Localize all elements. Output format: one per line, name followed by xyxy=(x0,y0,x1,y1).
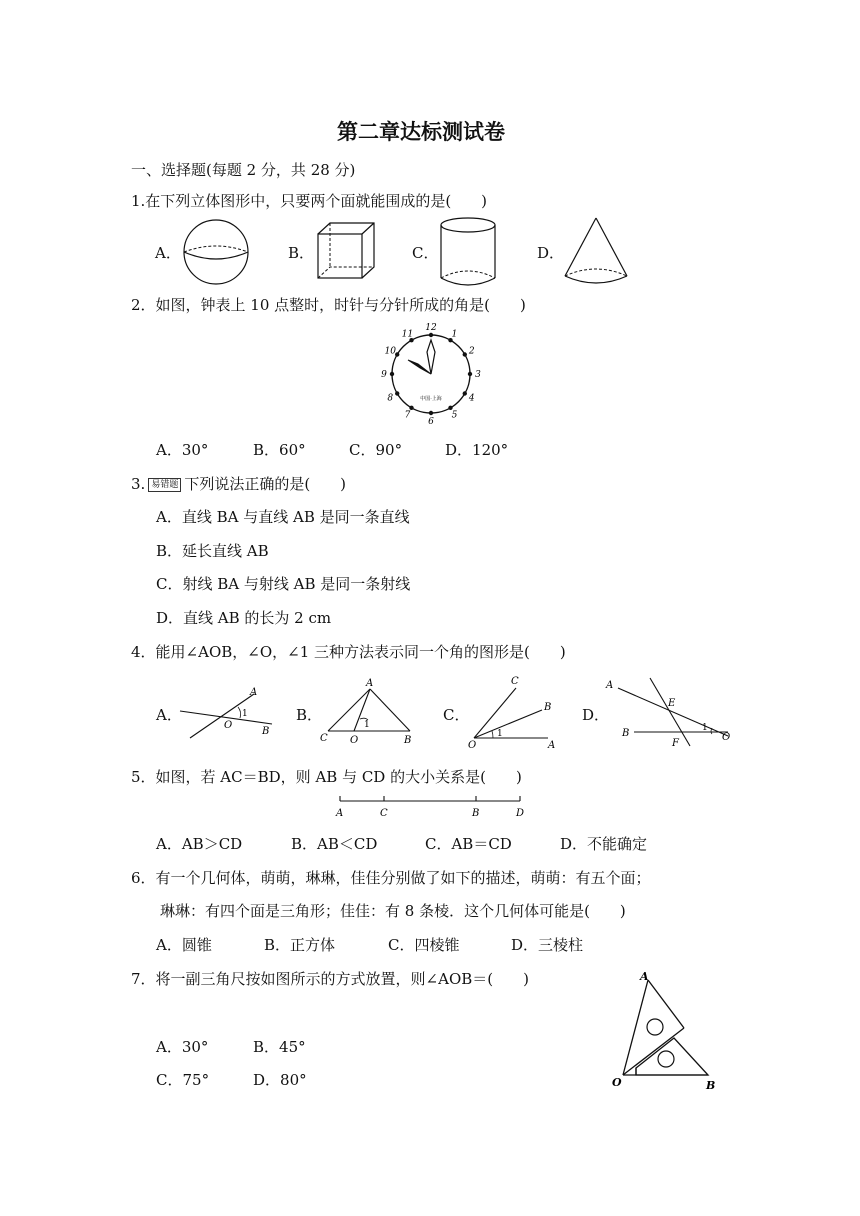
point-b-label: B xyxy=(472,808,480,819)
clock-numeral: 12 xyxy=(425,323,437,333)
q6-option-c: C．四棱锥 xyxy=(388,936,460,954)
q3-stem-line xyxy=(131,474,346,494)
label-o: O xyxy=(224,720,233,731)
section-heading: 一、选择题(每题 2 分，共 28 分) xyxy=(131,161,356,179)
q3-option-d: D．直线 AB 的长为 2 cm xyxy=(156,609,332,627)
label-one: 1 xyxy=(497,729,503,739)
q4-figure-a xyxy=(176,684,282,742)
clock-hour-dot xyxy=(429,411,433,415)
q5-option-d: D．不能确定 xyxy=(560,835,648,853)
q1-option-d: D． xyxy=(537,244,565,262)
label-b: B xyxy=(706,1079,716,1092)
clock-numeral: 2 xyxy=(468,346,475,357)
q6-option-d: D．三棱柱 xyxy=(511,936,584,954)
label-o: O xyxy=(350,735,359,746)
label-a: A xyxy=(366,678,374,689)
clock-numeral: 1 xyxy=(451,329,458,340)
clock-numeral: 5 xyxy=(451,410,458,421)
q2-stem: 2．如图，钟表上 10 点整时，时针与分针所成的角是( ) xyxy=(131,296,526,314)
q4-figure-d xyxy=(604,674,734,750)
cylinder-figure xyxy=(438,216,498,288)
clock-brand-text: 中国·上海 xyxy=(420,396,442,402)
clock-hour-dot xyxy=(463,391,467,395)
q7-option-a: A．30° xyxy=(156,1038,209,1056)
q5-option-c: C．AB＝CD xyxy=(425,835,512,853)
clock-hour-dot xyxy=(429,333,433,337)
label-c: C xyxy=(320,733,328,744)
error-prone-tag: 易错题 xyxy=(148,478,181,492)
label-one: 1 xyxy=(242,709,248,719)
label-b: B xyxy=(404,735,412,746)
clock-numeral: 6 xyxy=(428,417,434,427)
label-f: F xyxy=(672,738,679,749)
q6-stem-line1: 6．有一个几何体，萌萌，琳琳，佳佳分别做了如下的描述，萌萌：有五个面； xyxy=(131,869,651,887)
q7-option-b: B．45° xyxy=(253,1038,306,1056)
clock-hour-dot xyxy=(409,406,413,410)
point-a-label: A xyxy=(336,808,344,819)
q4-figure-b xyxy=(318,677,418,745)
label-o: O xyxy=(722,732,731,743)
q3-option-c: C．射线 BA 与射线 AB 是同一条射线 xyxy=(156,575,411,593)
sphere-figure xyxy=(182,218,252,288)
set-square-figure xyxy=(610,968,726,1092)
q7-stem: 7．将一副三角尺按如图所示的方式放置，则∠AOB＝( ) xyxy=(131,970,529,988)
point-c-label: C xyxy=(380,808,388,819)
q7-option-c: C．75° xyxy=(156,1071,210,1089)
cone-figure xyxy=(562,216,630,288)
label-b: B xyxy=(544,702,552,713)
label-one: 1 xyxy=(364,720,370,730)
clock-hour-dot xyxy=(390,372,394,376)
q5-option-b: B．AB＜CD xyxy=(291,835,378,853)
q1-option-c: C． xyxy=(412,244,439,262)
clock-numeral: 10 xyxy=(384,346,397,357)
q3-number: 3. xyxy=(131,475,146,493)
label-a: A xyxy=(548,740,556,751)
label-b: B xyxy=(622,728,630,739)
q6-stem-line2: 琳琳：有四个面是三角形；佳佳：有 8 条棱．这个几何体可能是( ) xyxy=(160,902,626,920)
label-e: E xyxy=(668,698,676,709)
q3-option-a: A．直线 BA 与直线 AB 是同一条直线 xyxy=(156,508,410,526)
q3-option-b: B．延长直线 AB xyxy=(156,542,269,560)
q4-option-a: A． xyxy=(156,706,182,724)
q4-option-b: B． xyxy=(296,706,323,724)
label-b: B xyxy=(262,726,270,737)
q5-stem: 5．如图，若 AC＝BD，则 AB 与 CD 的大小关系是( ) xyxy=(131,768,522,786)
q4-option-d: D． xyxy=(582,706,610,724)
q4-figure-c xyxy=(464,672,564,752)
q2-option-c: C．90° xyxy=(349,441,403,459)
clock-hour-dot xyxy=(395,391,399,395)
q6-option-a: A．圆锥 xyxy=(156,936,212,954)
clock-hour-dot xyxy=(463,352,467,356)
segment-figure xyxy=(332,793,532,823)
q3-stem: 下列说法正确的是( ) xyxy=(184,475,347,493)
q2-option-d: D．120° xyxy=(445,441,509,459)
q1-stem: 1.在下列立体图形中，只要两个面就能围成的是( ) xyxy=(131,192,488,210)
q2-option-a: A．30° xyxy=(156,441,209,459)
q4-option-c: C． xyxy=(443,706,470,724)
clock-numeral: 7 xyxy=(404,410,411,421)
label-a: A xyxy=(250,687,258,698)
clock-figure xyxy=(380,322,484,426)
page-title: 第二章达标测试卷 xyxy=(337,120,505,144)
q4-stem: 4．能用∠AOB，∠O，∠1 三种方法表示同一个角的图形是( ) xyxy=(131,643,566,661)
label-a: A xyxy=(606,680,614,691)
label-one: 1 xyxy=(702,723,708,733)
clock-numeral: 3 xyxy=(475,370,481,380)
label-c: C xyxy=(511,676,519,687)
q1-option-b: B． xyxy=(288,244,315,262)
q2-option-b: B．60° xyxy=(253,441,306,459)
point-d-label: D xyxy=(516,808,525,819)
clock-numeral: 9 xyxy=(381,370,387,380)
q6-option-b: B．正方体 xyxy=(264,936,336,954)
clock-numeral: 4 xyxy=(468,393,475,404)
cube-figure xyxy=(314,220,378,282)
clock-hour-dot xyxy=(468,372,472,376)
label-a: A xyxy=(640,970,649,983)
label-o: O xyxy=(612,1076,622,1089)
q7-option-d: D．80° xyxy=(253,1071,307,1089)
q5-option-a: A．AB＞CD xyxy=(156,835,243,853)
q1-option-a: A． xyxy=(155,244,181,262)
clock-numeral: 8 xyxy=(387,393,394,404)
label-o: O xyxy=(468,740,477,751)
clock-hour-dot xyxy=(448,406,452,410)
clock-numeral: 11 xyxy=(401,329,414,340)
